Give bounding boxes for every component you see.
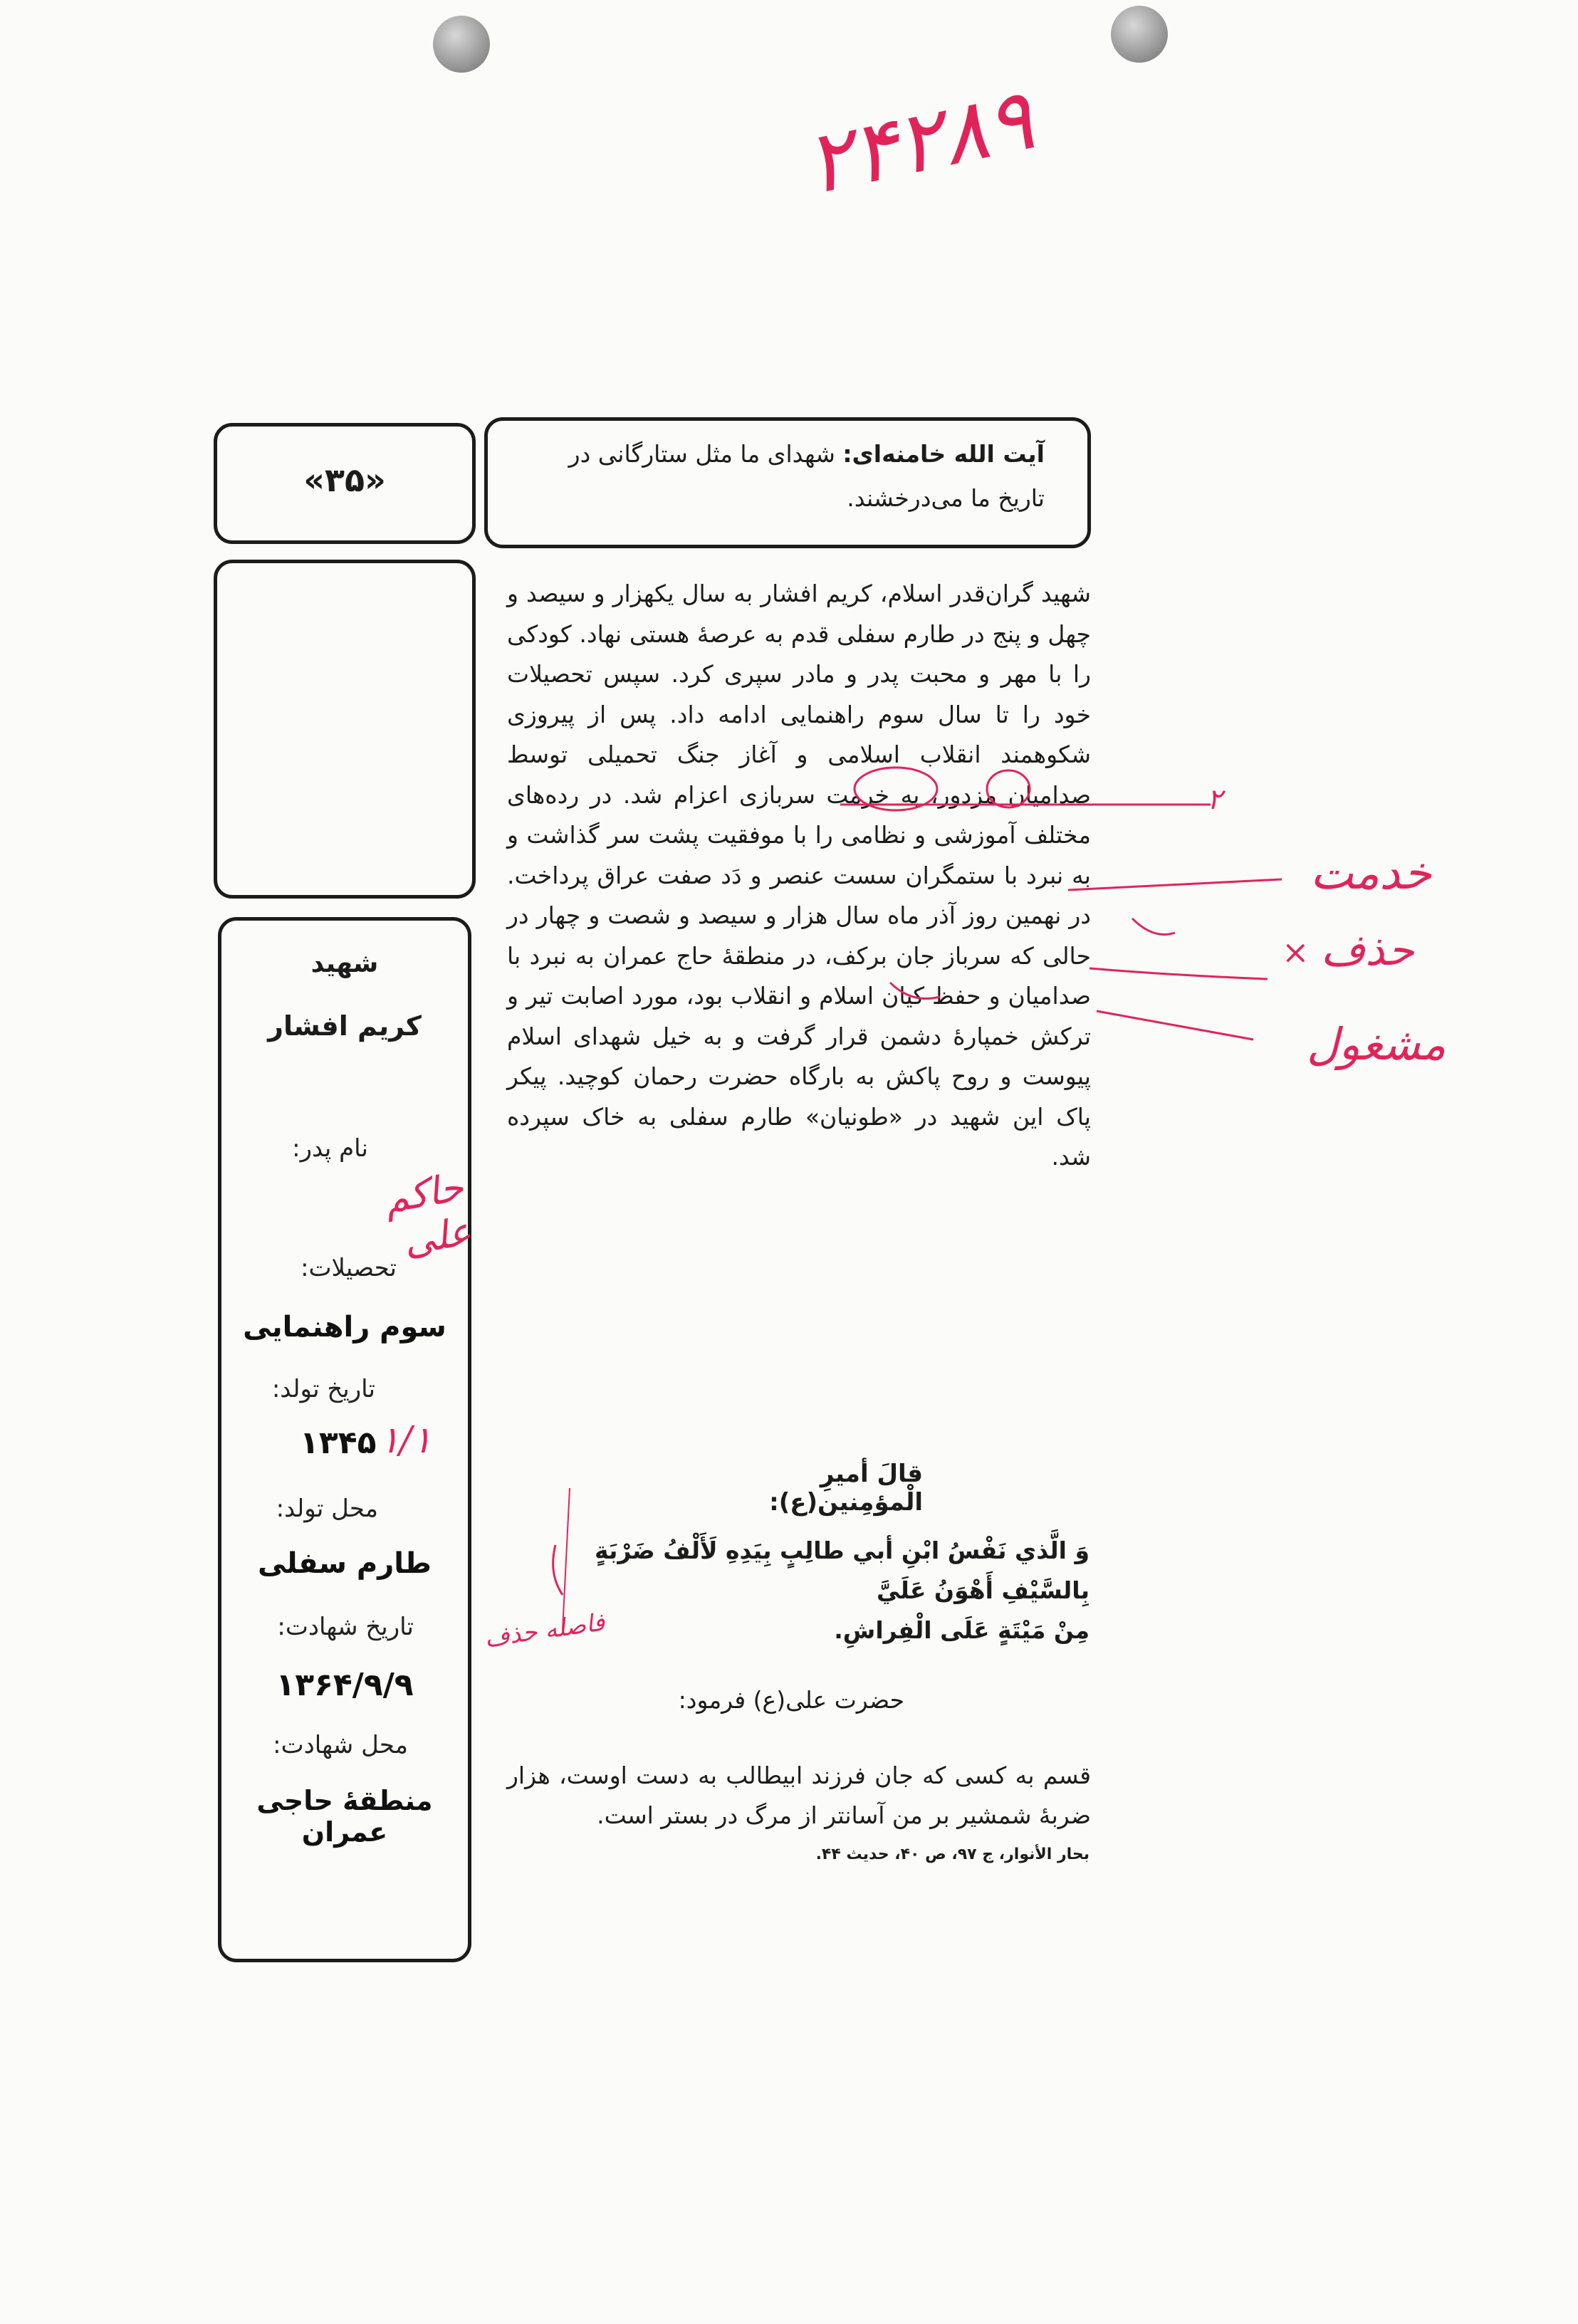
martyr-name: کریم افشار (268, 1010, 422, 1042)
margin-note-occupied: مشغول (1307, 1018, 1446, 1070)
margin-note-delete: حذف (1321, 926, 1414, 975)
birth-date-handwritten: ۱/۱ (380, 1419, 432, 1462)
sidebar-title: شهید (310, 949, 379, 978)
martyrdom-place-label: محل شهادت: (273, 1731, 408, 1759)
info-box (218, 917, 475, 1962)
education-value: سوم راهنمایی (243, 1311, 446, 1344)
birth-date-label: تاریخ تولد: (271, 1375, 375, 1403)
hadith-translation: قسم به کسی که جان فرزند ابیطالب به دست اوست، هزار ضربهٔ شمشیر بر من آسانتر از مرگ در بستر است. (507, 1762, 1091, 1829)
translation-heading: حضرت علی(ع) فرمود: (678, 1686, 904, 1714)
father-label: نام پدر: (292, 1134, 368, 1163)
martyrdom-date-label: تاریخ شهادت: (277, 1613, 414, 1641)
birth-place-label: محل تولد: (276, 1495, 378, 1523)
margin-mark-x: × (1282, 933, 1310, 971)
margin-note-service: خدمت (1310, 847, 1432, 900)
birth-date-value: ۱۳۴۵ (300, 1425, 377, 1461)
biography-paragraph: شهید گران‌قدر اسلام، کریم افشار به سال یکهزار و سیصد و چهل و پنج در طارم سفلی قدم به عرصهٔ هستی نهاد. کودکی را با مهر و محبت پدر و مادر سپری کرد. سپس تحصیلات خود را تا سال سوم راهنمایی ادامه داد. پس از پیروزی شکوهمند انقلاب اسلامی و آغاز جنگ تحمیلی توسط صدامیان مزدور، به خرمت سربازی اعزام شد. در رده‌های مختلف آموزشی و نظامی را با موفقیت پشت سر گذاشت و به نبرد با ستمگران سست عنصر و دَد صفت عراق پرداخت. در نهمین روز آذر ماه سال هزار و سیصد و شصت و چهار در حالی که سرباز جان برکف، در منطقهٔ حاج عمران به نبرد با صدامیان و حفظ کیان اسلام و انقلاب بود، مورد اصابت تیر و ترکش خمپارهٔ دشمن قرار گرفت و به خیل شهدای اسلام پیوست و روح پاکش به بارگاه حضرت رحمان کوچید. پیکر پاک این شهید در «طونیان» طارم سفلی به خاک سپرده شد. (507, 580, 1091, 1171)
quote-text: شهدای ما مثل ستارگانی در تاریخ ما می‌درخشند. (568, 440, 1045, 512)
birth-place-value: طارم سفلی (258, 1547, 432, 1580)
hadith-arabic-line-1: وَ الَّذي نَفْسُ ابْنِ أبي طالِبٍ بِيَدِهِ لَأَلْفُ ضَرْبَةٍ بِالسَّيْفِ أَهْوَنُ عَلَيَّ (595, 1537, 1090, 1604)
martyrdom-place-value: منطقهٔ حاجی عمران (256, 1785, 433, 1848)
martyrdom-date-value: ۱۳۶۴/۹/۹ (276, 1667, 414, 1703)
hadith-source: بحار الأنوار، ج ۹۷، ص ۴۰، حدیث ۴۴. (815, 1846, 1090, 1863)
education-label: تحصیلات: (301, 1254, 397, 1282)
hadith-heading: قالَ أمیرِ الْمؤمِنین(ع): (769, 1460, 923, 1517)
hadith-note-handwritten: فاصله حذف (483, 1608, 607, 1653)
quote-author: آیت الله خامنه‌ای: (842, 440, 1045, 468)
hadith-arabic-line-2: مِنْ مَيْتَةٍ عَلَى الْفِراشِ. (834, 1616, 1090, 1644)
handwritten-archive-number: ۲۴۲۸۹ (797, 70, 1043, 214)
page-number: «۳۵» (303, 461, 386, 499)
margin-mark-1: ۲ (1207, 783, 1223, 816)
father-name-handwritten: حاکم علی (380, 1164, 475, 1265)
